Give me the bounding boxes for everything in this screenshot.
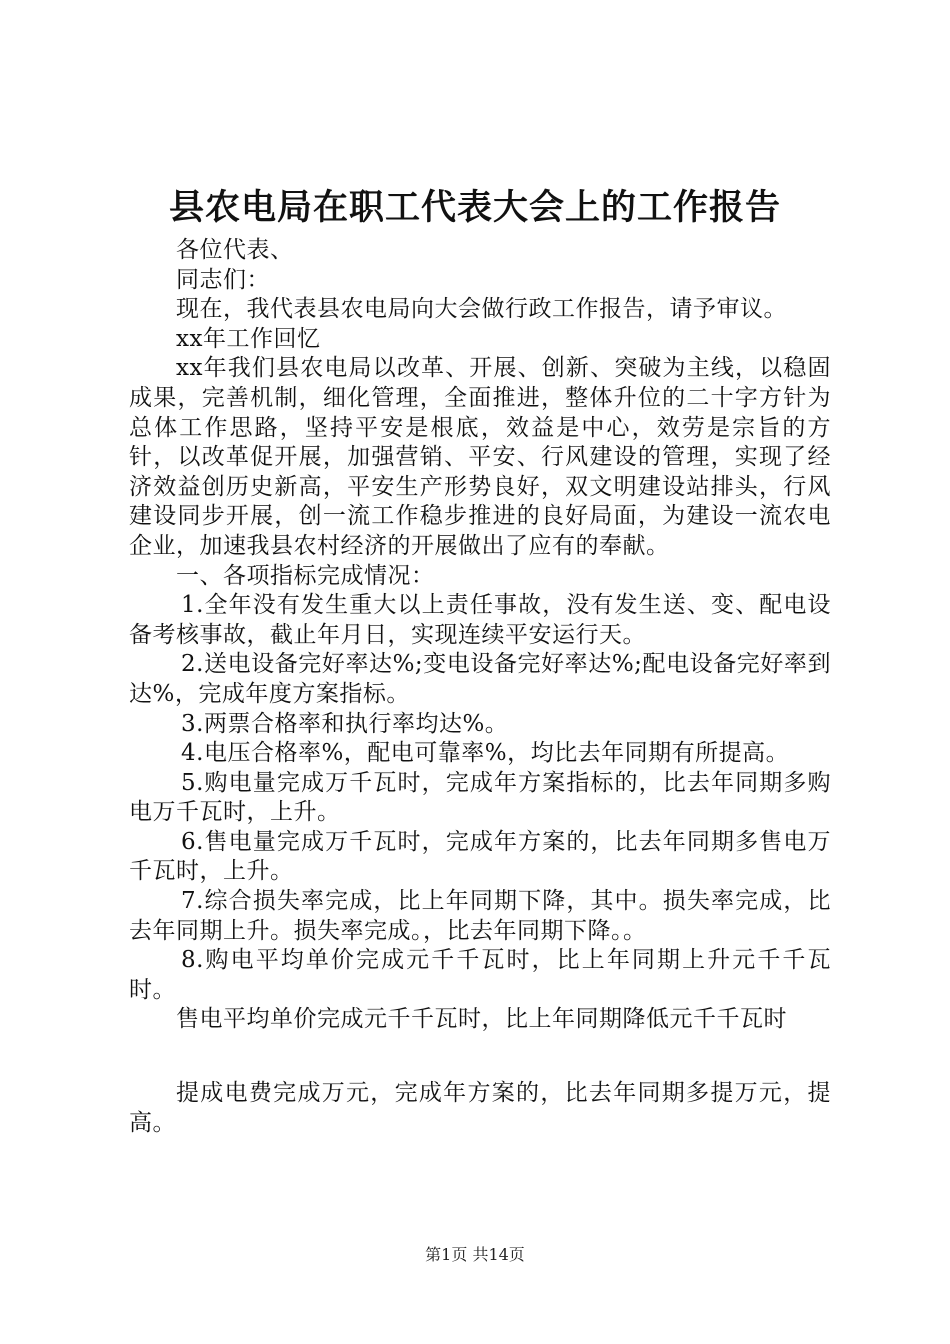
indicator-item-8: 8.购电平均单价完成元千千瓦时，比上年同期上升元千千瓦时。: [129, 947, 831, 1003]
sale-price-paragraph: 售电平均单价完成元千千瓦时，比上年同期降低元千千瓦时: [176, 1006, 787, 1033]
section-heading-review: xx年工作回忆: [176, 325, 321, 352]
page-footer: 第1页 共14页: [425, 1245, 525, 1264]
indicator-item-2: 2.送电设备完好率达%;变电设备完好率达%;配电设备完好率到达%，完成年度方案指标。: [129, 651, 831, 707]
indicator-item-6: 6.售电量完成万千瓦时，完成年方案的，比去年同期多售电万千瓦时，上升。: [129, 828, 831, 885]
salutation-line-2: 同志们：: [176, 266, 270, 293]
document-title: 县农电局在职工代表大会上的工作报告: [168, 187, 781, 228]
document-body: [129, 236, 831, 1138]
review-paragraph: xx年我们县农电局以改革、开展、创新、突破为主线，以稳固成果，完善机制，细化管理，全面推进，整体升位的二十字方针为总体工作思路，坚持平安是根底，效益是中心，效劳是宗旨的方针，以改革促开展，加强营销、平安、行风建设的管理，实现了经济效益创历史新高，平安生产形势良好，双文明建设站排头，行风建设同步开展，创一流工作稳步推进的良好局面，为建设一流农电企业，加速我县农村经济的开展做出了应有的奉献。: [129, 355, 831, 559]
indicator-item-3: 3.两票合格率和执行率均达%。: [181, 710, 509, 737]
blank-line: [129, 1035, 831, 1079]
indicator-item-4: 4.电压合格率%，配电可靠率%，均比去年同期有所提高。: [181, 740, 790, 767]
opening-paragraph: 现在，我代表县农电局向大会做行政工作报告，请予审议。: [176, 296, 787, 323]
salutation-line-1: 各位代表、: [176, 237, 294, 263]
indicator-item-1: 1.全年没有发生重大以上责任事故，没有发生送、变、配电设备考核事故，截止年月日，实现连续平安运行天。: [129, 592, 831, 648]
indicator-item-7: 7.综合损失率完成，比上年同期下降，其中。损失率完成，比去年同期上升。损失率完成。，比去年同期下降。。: [129, 888, 831, 944]
fee-paragraph: 提成电费完成万元，完成年方案的，比去年同期多提万元，提高。: [129, 1080, 831, 1136]
section-heading-indicators: 一、各项指标完成情况：: [176, 562, 435, 589]
indicator-item-5: 5.购电量完成万千瓦时，完成年方案指标的，比去年同期多购电万千瓦时，上升。: [129, 769, 831, 826]
